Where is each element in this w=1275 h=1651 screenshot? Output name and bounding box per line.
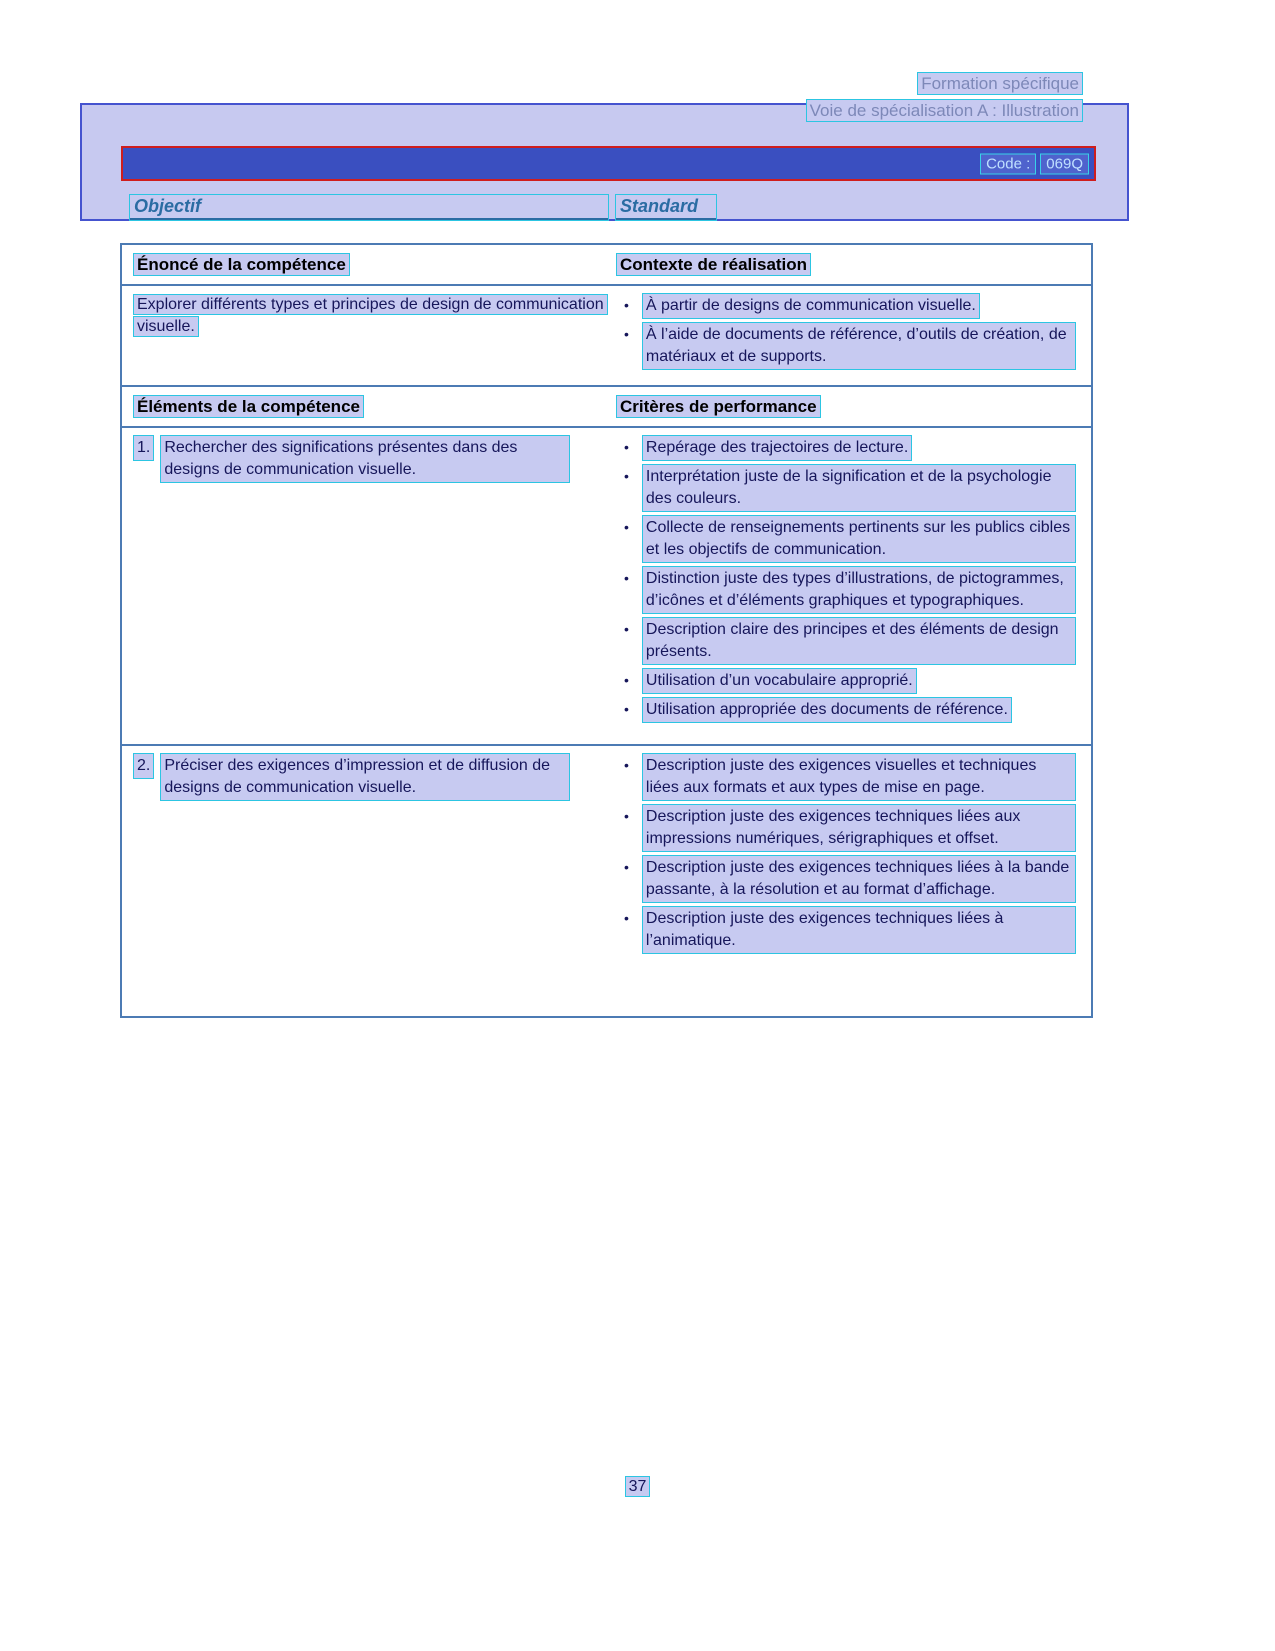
contexte-item-text: À partir de designs de communication visuelle. xyxy=(643,294,979,318)
criterion-text: Repérage des trajectoires de lecture. xyxy=(643,436,911,460)
list-item xyxy=(624,805,1075,851)
list-item xyxy=(624,567,1075,613)
criterion-text: Description juste des exigences visuelles et techniques liées aux formats et aux types de mise en page. xyxy=(643,754,1075,800)
bullet-icon: • xyxy=(624,910,629,926)
criterion-text: Interprétation juste de la signification et de la psychologie des couleurs. xyxy=(643,465,1075,511)
enonce-cell xyxy=(122,294,617,374)
enonce-text: Explorer différents types et principes de design de communication visuelle. xyxy=(134,295,607,336)
bullet-icon: • xyxy=(624,808,629,824)
criterion-text: Description juste des exigences techniques liées à l’animatique. xyxy=(643,907,1075,953)
bullet-icon: • xyxy=(624,326,629,342)
list-item xyxy=(624,698,1075,722)
header-cell-criteres xyxy=(617,396,1081,419)
formation-specifique-text: Formation spécifique xyxy=(918,73,1082,94)
code-value: 069Q xyxy=(1041,154,1088,173)
competence-table-row xyxy=(122,286,1091,386)
elements-table xyxy=(120,385,1093,1018)
bullet-icon: • xyxy=(624,468,629,484)
element-line xyxy=(134,436,617,482)
page-number-row xyxy=(0,1476,1275,1498)
list-item xyxy=(624,323,1075,369)
criterion-text: Description juste des exigences techniques liées à la bande passante, à la résolution et au format d’affichage. xyxy=(643,856,1075,902)
elements-table-header xyxy=(122,387,1091,428)
contexte-item-text: À l’aide de documents de référence, d’outils de création, de matériaux et de supports. xyxy=(643,323,1075,369)
list-item xyxy=(624,516,1075,562)
criteres-header-text: Critères de performance xyxy=(617,396,820,417)
bullet-icon: • xyxy=(624,621,629,637)
header-cell-enonce xyxy=(122,254,617,277)
element-number: 2. xyxy=(134,754,153,778)
enonce-header-text: Énoncé de la compétence xyxy=(134,254,349,275)
element-text: Rechercher des significations présentes dans des designs de communication visuelle. xyxy=(161,436,569,482)
criterion-text: Utilisation appropriée des documents de référence. xyxy=(643,698,1011,722)
list-item xyxy=(624,754,1075,800)
list-item xyxy=(624,465,1075,511)
header-line-2 xyxy=(807,97,1082,124)
code-label: Code : xyxy=(981,154,1035,173)
criterion-text: Utilisation d’un vocabulaire approprié. xyxy=(643,669,916,693)
header-cell-contexte xyxy=(617,254,1081,277)
bullet-icon: • xyxy=(624,859,629,875)
criteria-cell xyxy=(617,754,1081,1004)
competence-table xyxy=(120,243,1093,388)
header-cell-elements xyxy=(122,396,617,419)
table-row xyxy=(122,746,1091,1016)
table-row xyxy=(122,428,1091,746)
page-header xyxy=(807,70,1082,124)
criterion-text: Distinction juste des types d’illustrations, de pictogrammes, d’icônes et d’éléments graphiques et typographiques. xyxy=(643,567,1075,613)
competence-table-header xyxy=(122,245,1091,286)
bullet-icon: • xyxy=(624,297,629,313)
standard-label: Standard xyxy=(616,195,716,220)
header-line-1 xyxy=(807,70,1082,97)
list-item xyxy=(624,669,1075,693)
list-item xyxy=(624,618,1075,664)
element-cell xyxy=(122,754,617,1004)
bullet-icon: • xyxy=(624,701,629,717)
bullet-icon: • xyxy=(624,672,629,688)
criteria-cell xyxy=(617,436,1081,732)
contexte-cell xyxy=(617,294,1081,374)
element-number: 1. xyxy=(134,436,153,460)
element-text: Préciser des exigences d’impression et de diffusion de designs de communication visuelle. xyxy=(161,754,569,800)
code-group xyxy=(981,154,1088,173)
criterion-text: Description juste des exigences techniques liées aux impressions numériques, sérigraphiques et offset. xyxy=(643,805,1075,851)
criterion-text: Description claire des principes et des éléments de design présents. xyxy=(643,618,1075,664)
element-cell xyxy=(122,436,617,732)
objectif-standard-row xyxy=(130,195,716,220)
objectif-label: Objectif xyxy=(130,195,608,220)
list-item xyxy=(624,294,1075,318)
bullet-icon: • xyxy=(624,570,629,586)
list-item xyxy=(624,907,1075,953)
page-number: 37 xyxy=(626,1477,650,1496)
element-line xyxy=(134,754,617,800)
elements-header-text: Éléments de la compétence xyxy=(134,396,363,417)
list-item xyxy=(624,856,1075,902)
contexte-header-text: Contexte de réalisation xyxy=(617,254,810,275)
list-item xyxy=(624,436,1075,460)
criterion-text: Collecte de renseignements pertinents sur les publics cibles et les objectifs de communication. xyxy=(643,516,1075,562)
bullet-icon: • xyxy=(624,519,629,535)
bullet-icon: • xyxy=(624,757,629,773)
code-bar xyxy=(121,146,1096,181)
bullet-icon: • xyxy=(624,439,629,455)
voie-specialisation-text: Voie de spécialisation A : Illustration xyxy=(807,100,1082,121)
